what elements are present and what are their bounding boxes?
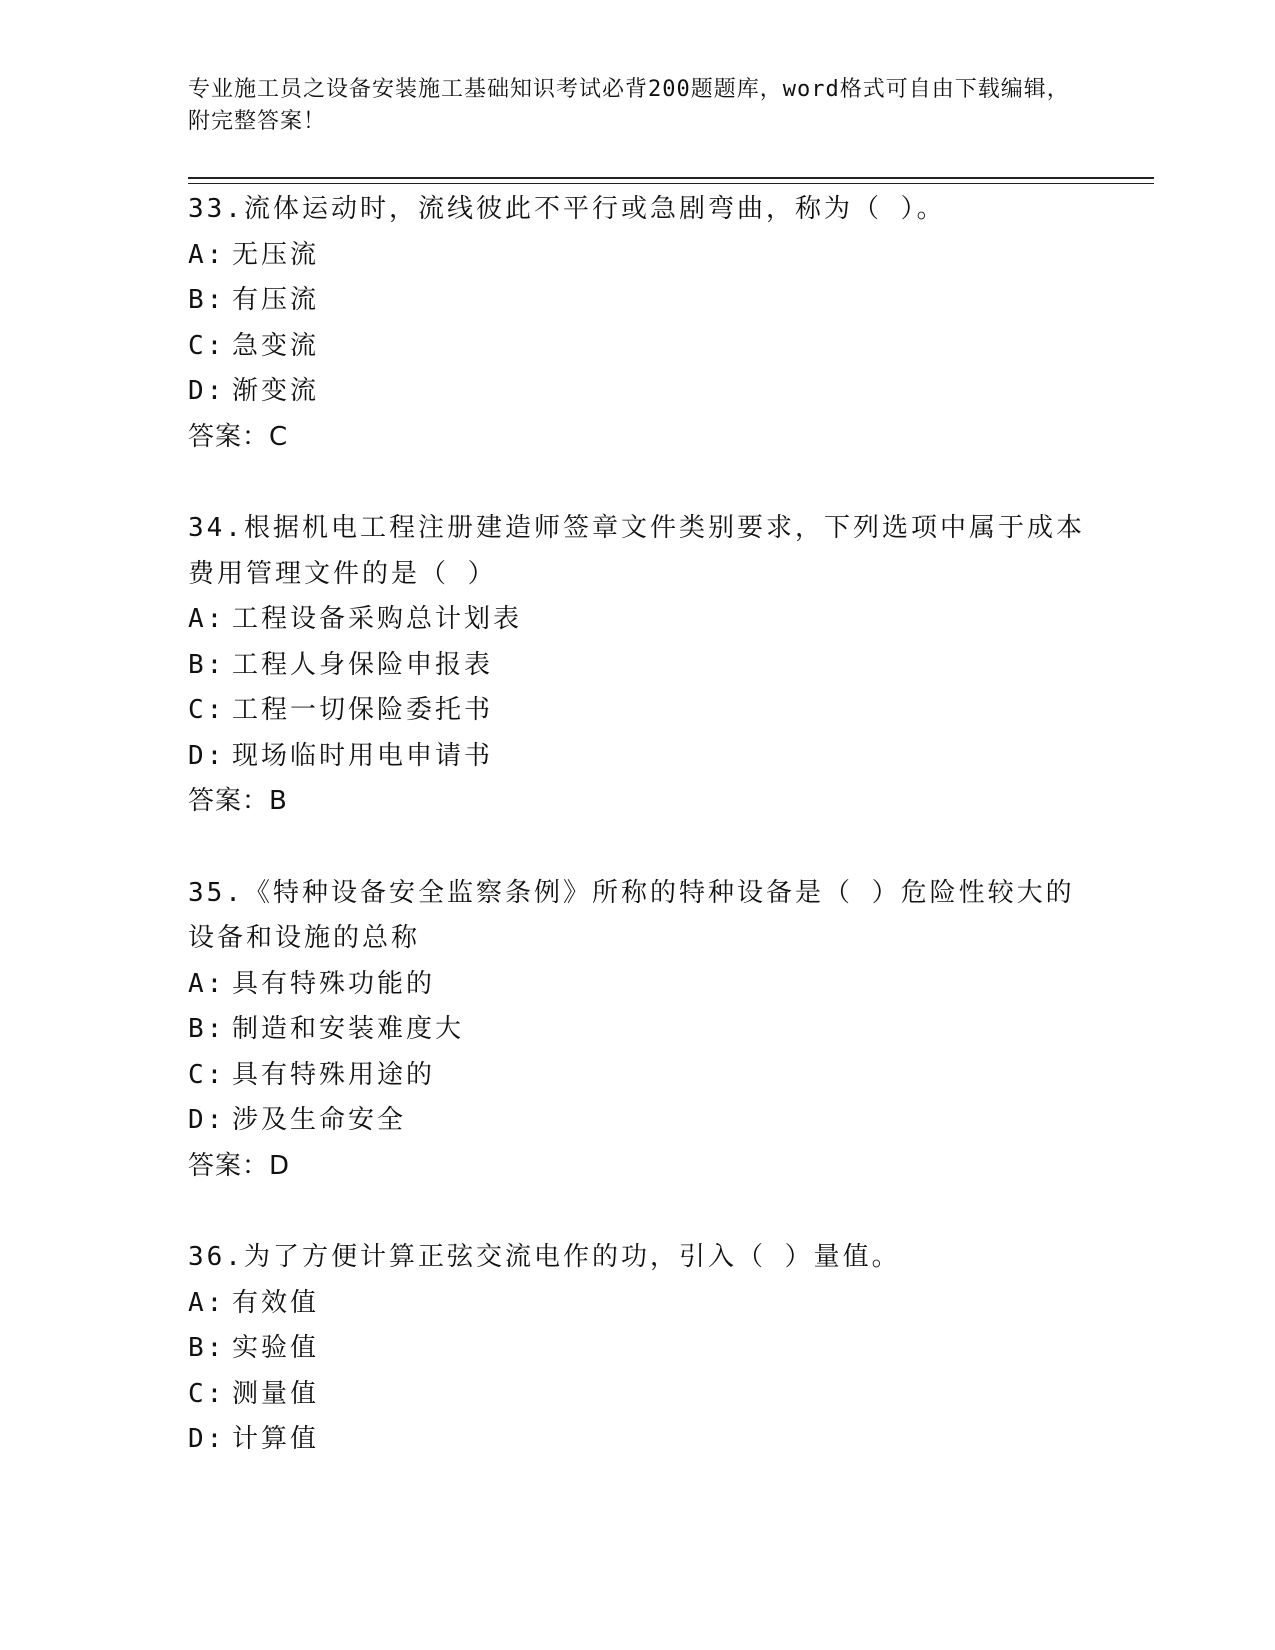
- question-list: [188, 187, 1088, 1509]
- option-c: [188, 324, 1088, 370]
- answer-line: 答案：C: [188, 421, 289, 452]
- option-letter: B:: [188, 1333, 226, 1363]
- option-text: 计算值: [232, 1424, 320, 1454]
- option-text: 测量值: [232, 1378, 320, 1409]
- option-d: [188, 734, 1088, 780]
- option-letter: A:: [188, 968, 226, 999]
- option-b: [188, 1007, 1088, 1053]
- option-c: [188, 688, 1088, 734]
- option-letter: C:: [188, 1059, 226, 1090]
- option-letter: D:: [188, 376, 226, 406]
- option-b: [188, 278, 1088, 324]
- option-text: 渐变流: [232, 376, 320, 406]
- option-d: [188, 369, 1088, 415]
- option-letter: B:: [188, 1014, 226, 1044]
- option-d: [188, 1098, 1088, 1144]
- option-text: 工程设备采购总计划表: [232, 604, 523, 634]
- option-text: 现场临时用电申请书: [232, 740, 494, 771]
- document-header: 专业施工员之设备安装施工基础知识考试必背200题题库，word格式可自由下载编辑，附完整答案！: [188, 77, 1070, 134]
- question-text: 35.《特种设备安全监察条例》所称的特种设备是（ ）危险性较大的设备和设施的总称: [188, 877, 1075, 953]
- option-text: 涉及生命安全: [232, 1105, 407, 1135]
- option-letter: A:: [188, 1287, 226, 1318]
- question-text: 33.流体运动时，流线彼此不平行或急剧弯曲，称为（ ）。: [188, 194, 946, 224]
- option-a: [188, 1281, 1088, 1327]
- option-text: 有效值: [232, 1287, 320, 1318]
- question-text: 34.根据机电工程注册建造师签章文件类别要求，下列选项中属于成本费用管理文件的是（ ）: [188, 513, 1085, 589]
- question-text: 36.为了方便计算正弦交流电作的功，引入（ ）量值。: [188, 1242, 901, 1272]
- option-b: [188, 643, 1088, 689]
- option-text: 急变流: [232, 330, 320, 361]
- header-rule-thick: [188, 177, 1154, 179]
- option-a: [188, 597, 1088, 643]
- option-text: 有压流: [232, 285, 320, 315]
- option-c: [188, 1053, 1088, 1099]
- option-letter: B:: [188, 649, 226, 680]
- option-letter: A:: [188, 239, 226, 270]
- option-text: 无压流: [232, 239, 320, 270]
- option-letter: C:: [188, 695, 226, 725]
- option-text: 具有特殊功能的: [232, 968, 436, 999]
- option-text: 工程一切保险委托书: [232, 695, 494, 725]
- option-letter: B:: [188, 285, 226, 315]
- option-text: 具有特殊用途的: [232, 1059, 436, 1090]
- option-letter: A:: [188, 604, 226, 634]
- header-rule-thin: [188, 183, 1154, 184]
- answer-line: 答案：D: [188, 1150, 291, 1181]
- option-text: 实验值: [232, 1333, 320, 1363]
- option-c: [188, 1372, 1088, 1418]
- option-d: [188, 1417, 1088, 1463]
- option-a: [188, 962, 1088, 1008]
- option-letter: D:: [188, 740, 226, 771]
- question-34: [188, 506, 1088, 825]
- option-letter: C:: [188, 330, 226, 361]
- answer-line: 答案：B: [188, 786, 288, 816]
- question-35: [188, 871, 1088, 1190]
- question-33: [188, 187, 1088, 460]
- option-a: [188, 233, 1088, 279]
- option-letter: D:: [188, 1424, 226, 1454]
- option-letter: D:: [188, 1105, 226, 1135]
- option-b: [188, 1326, 1088, 1372]
- option-text: 制造和安装难度大: [232, 1014, 465, 1044]
- option-letter: C:: [188, 1378, 226, 1409]
- question-36: [188, 1235, 1088, 1463]
- option-text: 工程人身保险申报表: [232, 649, 494, 680]
